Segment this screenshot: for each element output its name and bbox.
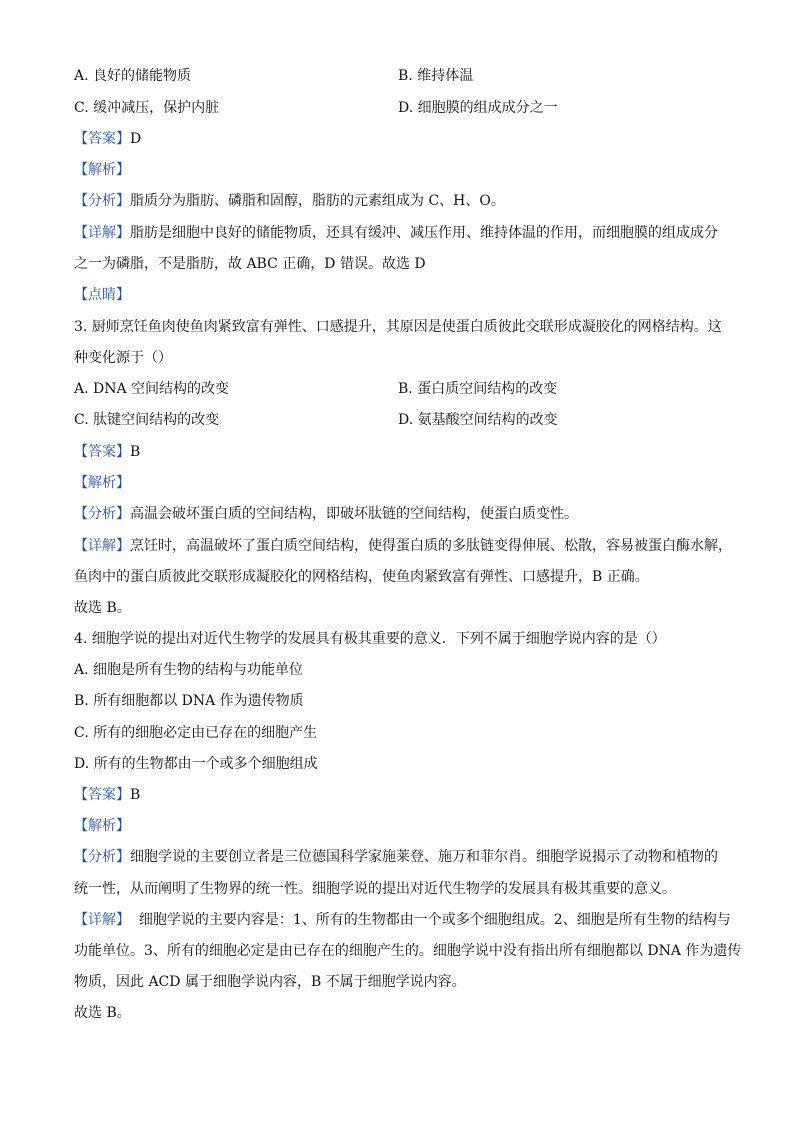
answer-tag: 【答案】 <box>74 131 130 147</box>
q2-analysis <box>74 192 505 210</box>
q3-option-a: A. DNA 空间结构的改变 <box>74 381 230 397</box>
answer-value: D <box>130 131 142 147</box>
q3-detail-line-2: 鱼肉中的蛋白质彼此交联形成凝胶化的网格结构，使鱼肉紧致富有弹性、口感提升，B 正确。 <box>74 569 649 585</box>
q3-option-c: C. 肽键空间结构的改变 <box>74 412 220 428</box>
q2-option-d: D. 细胞膜的组成成分之一 <box>398 100 558 116</box>
q2-detail-line-2: 之一为磷脂，不是脂肪，故 ABC 正确，D 错误。故选 D <box>74 256 426 272</box>
q2-detail-line-1 <box>74 224 718 242</box>
fenxi-text: 高温会破坏蛋白质的空间结构，即破坏肽链的空间结构，使蛋白质变性。 <box>130 506 578 522</box>
q3-analysis <box>74 505 578 523</box>
q4-option-b: B. 所有细胞都以 DNA 作为遗传物质 <box>74 693 304 709</box>
q2-answer <box>74 130 141 148</box>
fenxi-text: 细胞学说的主要创立者是三位德国科学家施莱登、施万和菲尔肖。细胞学说揭示了动物和植物的 <box>130 849 718 865</box>
q3-option-b: B. 蛋白质空间结构的改变 <box>398 381 558 397</box>
q2-dianjing-heading <box>74 286 130 304</box>
q3-stem-line-1: 3. 厨师烹饪鱼肉使鱼肉紧致富有弹性、口感提升，其原因是使蛋白质彼此交联形成凝胶化的网格结构。这 <box>74 319 722 335</box>
xiangjie-tag: 【详解】 <box>74 912 130 928</box>
dianjing-tag: 【点睛】 <box>74 287 130 303</box>
fenxi-tag: 【分析】 <box>74 193 130 209</box>
q4-jiexi-heading <box>74 817 130 835</box>
q3-option-d: D. 氨基酸空间结构的改变 <box>398 412 558 428</box>
jiexi-tag: 【解析】 <box>74 162 130 178</box>
fenxi-tag: 【分析】 <box>74 506 130 522</box>
q4-option-c: C. 所有的细胞必定由已存在的细胞产生 <box>74 725 318 741</box>
xiangjie-text: 烹饪时，高温破坏了蛋白质空间结构，使得蛋白质的多肽链变得伸展、松散，容易被蛋白酶水解， <box>130 538 732 554</box>
fenxi-tag: 【分析】 <box>74 849 130 865</box>
xiangjie-tag: 【详解】 <box>74 538 130 554</box>
q3-answer <box>74 443 140 461</box>
answer-value: B <box>130 444 141 460</box>
xiangjie-text: 细胞学说的主要内容是：1、所有的生物都由一个或多个细胞组成。2、细胞是所有生物的结构与 <box>130 912 731 928</box>
q2-option-a: A. 良好的储能物质 <box>74 68 192 84</box>
q2-option-b: B. 维持体温 <box>398 68 474 84</box>
xiangjie-tag: 【详解】 <box>74 225 130 241</box>
fenxi-text: 脂质分为脂肪、磷脂和固醇，脂肪的元素组成为 C、H、O。 <box>130 193 505 209</box>
answer-tag: 【答案】 <box>74 787 130 803</box>
q3-detail-line-3: 故选 B。 <box>74 600 131 616</box>
answer-value: B <box>130 787 141 803</box>
jiexi-tag: 【解析】 <box>74 475 130 491</box>
q4-detail-line-4: 故选 B。 <box>74 1005 131 1021</box>
q4-detail-line-1 <box>74 911 731 929</box>
q3-stem-line-2: 种变化源于（） <box>74 350 172 366</box>
q4-detail-line-2: 功能单位。3、所有的细胞必定是由已存在的细胞产生的。细胞学说中没有指出所有细胞都以 DNA 作为遗传 <box>74 943 742 959</box>
answer-tag: 【答案】 <box>74 444 130 460</box>
q4-analysis-line-2: 统一性，从而阐明了生物界的统一性。细胞学说的提出对近代生物学的发展具有极其重要的意义。 <box>74 881 676 897</box>
q4-stem: 4. 细胞学说的提出对近代生物学的发展具有极其重要的意义．下列不属于细胞学说内容的是（） <box>74 631 666 647</box>
jiexi-tag: 【解析】 <box>74 818 130 834</box>
q4-option-d: D. 所有的生物都由一个或多个细胞组成 <box>74 756 318 772</box>
xiangjie-text: 脂肪是细胞中良好的储能物质，还具有缓冲、减压作用、维持体温的作用，而细胞膜的组成成分 <box>130 225 718 241</box>
q2-option-c: C. 缓冲减压，保护内脏 <box>74 100 220 116</box>
q2-jiexi-heading <box>74 161 130 179</box>
q3-jiexi-heading <box>74 474 130 492</box>
q4-analysis-line-1 <box>74 848 718 866</box>
q3-detail-line-1 <box>74 537 732 555</box>
q4-detail-line-3: 物质，因此 ACD 属于细胞学说内容，B 不属于细胞学说内容。 <box>74 974 466 990</box>
q4-option-a: A. 细胞是所有生物的结构与功能单位 <box>74 662 304 678</box>
q4-answer <box>74 786 140 804</box>
